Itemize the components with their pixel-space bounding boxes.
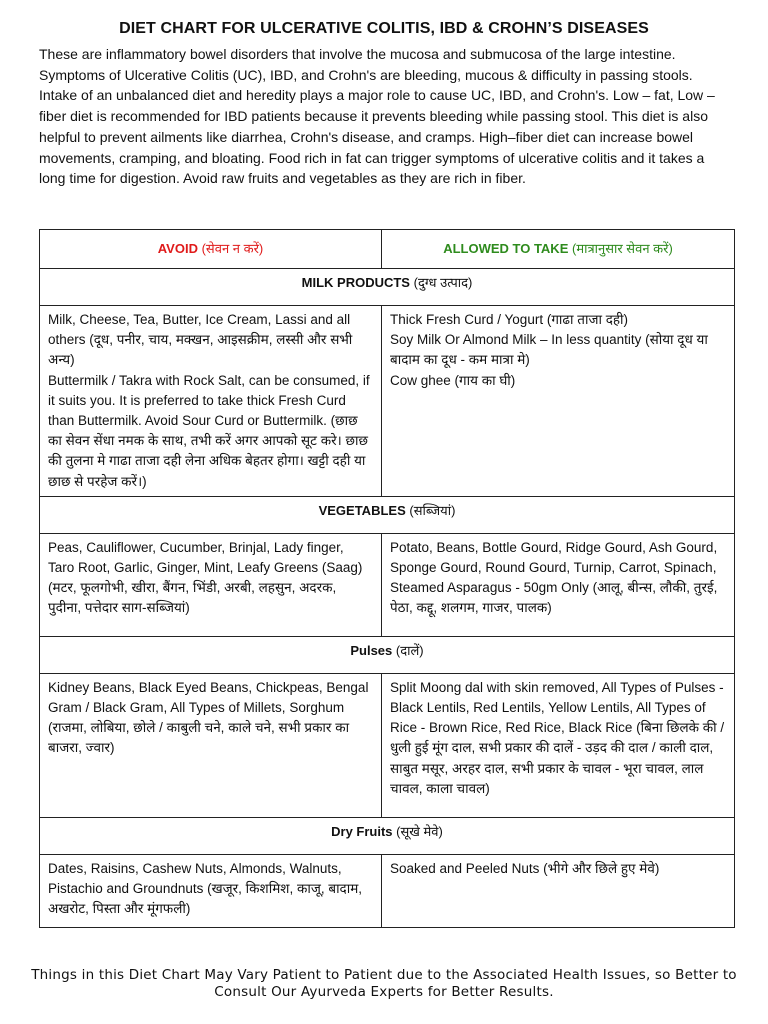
section-title-hindi: (दालें)	[395, 642, 424, 658]
section-title: Pulses	[350, 642, 393, 658]
section-header-pulses	[40, 636, 735, 673]
footer-note: Things in this Diet Chart May Vary Patient to Patient due to the Associated Health Issues, so Better to Consult Our Ayurveda Experts for Better Results.	[31, 967, 737, 1000]
section-row-milk	[40, 306, 735, 497]
avoid-label: AVOID	[157, 240, 198, 256]
diet-chart-table	[39, 229, 735, 928]
avoid-cell: Peas, Cauliflower, Cucumber, Brinjal, Lady finger, Taro Root, Garlic, Ginger, Mint, Leafy Greens (Saag) (मटर, फूलगोभी, खीरा, बैंगन, भिंडी, अरबी, लहसुन, अदरक, पुदीना, पत्तेदार साग-सब्जियां)	[40, 533, 382, 636]
table-header-row	[40, 230, 735, 269]
allowed-cell: Thick Fresh Curd / Yogurt (गाढा ताजा दही) Soy Milk Or Almond Milk – In less quantity (सोया दूध या बादाम का दूध - कम मात्रा मे) Cow ghee (गाय का घी)	[382, 306, 735, 497]
allowed-column-header	[382, 230, 735, 269]
allowed-label-hindi: (मात्रानुसार सेवन करें)	[572, 240, 673, 256]
intro-paragraph: These are inflammatory bowel disorders that involve the mucosa and submucosa of the large intestine. Symptoms of Ulcerative Colitis (UC), IBD, and Crohn's are bleeding, mucous & difficulty in passing stools. Intake of an unbalanced diet and heredity plays a major role to cause UC, IBD, and Crohn's. Low – fat, Low – fiber diet is recommended for IBD patients because it prevents bleeding while passing stool. This diet is also helpful to prevent ailments like diarrhea, Crohn's disease, and cramps. High–fiber diet can increase bowel movements, cramping, and bloating. Food rich in fat can trigger symptoms of ulcerative colitis and it takes a long time for digestion. Avoid raw fruits and vegetables as they are rich in fiber.	[39, 46, 715, 187]
section-title-hindi: (सब्जियां)	[409, 502, 456, 518]
avoid-cell: Kidney Beans, Black Eyed Beans, Chickpeas, Bengal Gram / Black Gram, All Types of Millets, Sorghum (राजमा, लोबिया, छोले / काबुली चने, काले चने, सभी प्रकार का बाजरा, ज्वार)	[40, 673, 382, 817]
section-row-vegetables	[40, 533, 735, 636]
section-title: MILK PRODUCTS	[301, 275, 410, 290]
avoid-cell: Milk, Cheese, Tea, Butter, Ice Cream, Lassi and all others (दूध, पनीर, चाय, मक्खन, आइसक्रीम, लस्सी और सभी अन्य) Buttermilk / Takra with Rock Salt, can be consumed, if it suits you. It is preferred to take thick Fresh Curd than Buttermilk. Avoid Sour Curd or Buttermilk. (छाछ का सेवन सेंधा नमक के साथ, तभी करें अगर आपको सूट करे। छाछ की तुलना मे गाढा ताजा दही लेना अधिक बेहतर होगा। खट्टी दही या छाछ से परहेज करें।)	[40, 306, 382, 497]
section-title-hindi: (दुग्ध उत्पाद)	[413, 275, 473, 290]
avoid-cell: Dates, Raisins, Cashew Nuts, Almonds, Walnuts, Pistachio and Groundnuts (खजूर, किशमिश, काजू, बादाम, अखरोट, पिस्ता और मूंगफली)	[40, 854, 382, 927]
avoid-label-hindi: (सेवन न करें)	[201, 240, 264, 256]
avoid-column-header	[40, 230, 382, 269]
section-row-dry-fruits	[40, 854, 735, 927]
section-row-pulses	[40, 673, 735, 817]
page-title: DIET CHART FOR ULCERATIVE COLITIS, IBD & CROHN’S DISEASES	[119, 20, 649, 37]
section-title: Dry Fruits	[331, 823, 393, 839]
allowed-cell: Soaked and Peeled Nuts (भीगे और छिले हुए मेवे)	[382, 854, 735, 927]
allowed-cell: Potato, Beans, Bottle Gourd, Ridge Gourd, Ash Gourd, Sponge Gourd, Round Gourd, Turnip, Carrot, Spinach, Steamed Asparagus - 50gm Only (आलू, बीन्स, लौकी, तुरई, पेठा, कद्दू, शलगम, गाजर, पालक)	[382, 533, 735, 636]
section-title-hindi: (सूखे मेवे)	[396, 823, 443, 839]
section-header-vegetables	[40, 496, 735, 533]
section-header-milk	[40, 269, 735, 306]
allowed-label: ALLOWED TO TAKE	[443, 240, 569, 256]
section-title: VEGETABLES	[318, 502, 406, 518]
allowed-cell: Split Moong dal with skin removed, All Types of Pulses - Black Lentils, Red Lentils, Yellow Lentils, All Types of Rice - Brown Rice, Red Rice, Black Rice (बिना छिलके की / धुली हुई मूंग दाल, सभी प्रकार की दालें - उड़द की दाल / काली दाल, साबुत मसूर, अरहर दाल, सभी प्रकार के चावल - भूरा चावल, लाल चावल, काला चावल)	[382, 673, 735, 817]
section-header-dry-fruits	[40, 817, 735, 854]
